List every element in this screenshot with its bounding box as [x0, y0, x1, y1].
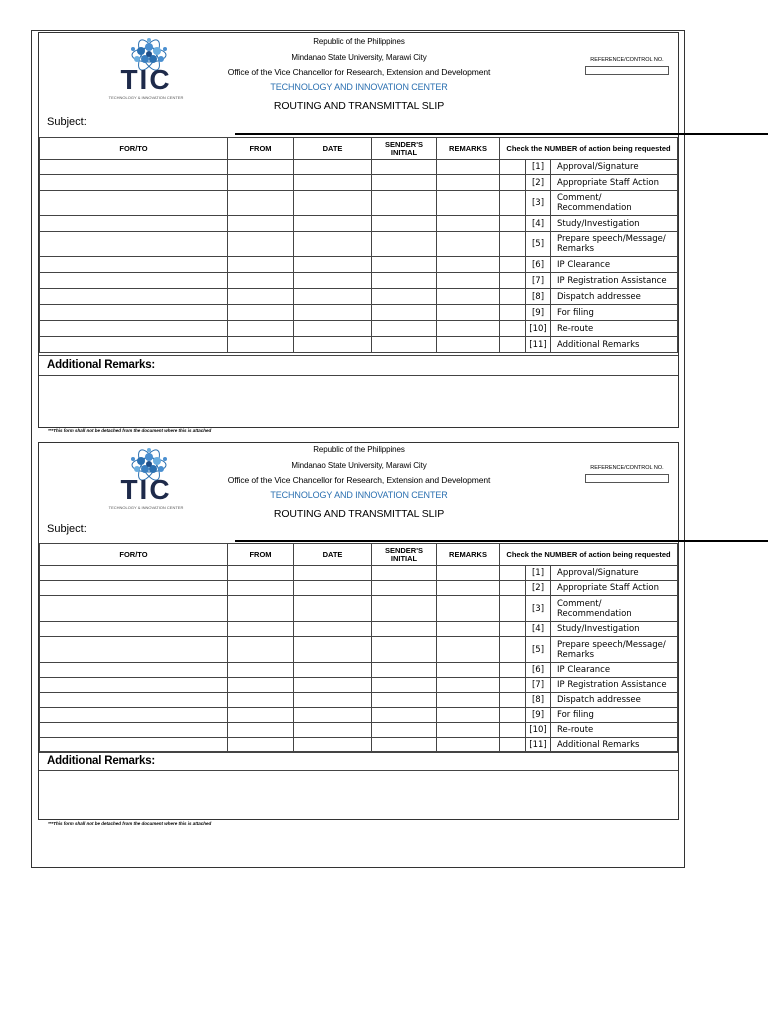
date-cell[interactable] — [294, 289, 372, 305]
svg-text:TECHNOLOGY & INNOVATION CENTER: TECHNOLOGY & INNOVATION CENTER — [108, 95, 184, 100]
for-to-cell[interactable] — [40, 663, 228, 678]
action-label: Additional Remarks — [551, 337, 678, 353]
date-cell[interactable] — [294, 596, 372, 622]
checkbox-cell[interactable] — [500, 723, 526, 738]
from-cell[interactable] — [228, 337, 294, 353]
sender-initial-cell[interactable] — [372, 273, 437, 289]
from-cell[interactable] — [228, 289, 294, 305]
action-label: Approval/Signature — [551, 566, 678, 581]
remarks-cell[interactable] — [437, 160, 500, 175]
action-label: Approval/Signature — [551, 160, 678, 175]
table-row — [40, 596, 678, 622]
remarks-cell[interactable] — [437, 723, 500, 738]
checkbox-cell[interactable] — [500, 678, 526, 693]
table-row — [40, 693, 678, 708]
sender-initial-cell[interactable] — [372, 232, 437, 257]
for-to-cell[interactable] — [40, 160, 228, 175]
action-label: Comment/ Recommendation — [551, 596, 678, 622]
action-number: [7] — [526, 678, 551, 693]
table-row — [40, 622, 678, 637]
table-row — [40, 337, 678, 353]
for-to-cell[interactable] — [40, 596, 228, 622]
col-remarks: REMARKS — [437, 544, 500, 566]
sender-initial-cell[interactable] — [372, 305, 437, 321]
date-cell[interactable] — [294, 622, 372, 637]
action-label: Dispatch addressee — [551, 693, 678, 708]
for-to-cell[interactable] — [40, 232, 228, 257]
checkbox-cell[interactable] — [500, 257, 526, 273]
date-cell[interactable] — [294, 257, 372, 273]
svg-text:TECHNOLOGY & INNOVATION CENTER: TECHNOLOGY & INNOVATION CENTER — [108, 505, 184, 510]
logo-text: TIC — [120, 64, 172, 95]
slip-title: ROUTING AND TRANSMITTAL SLIP — [273, 100, 445, 112]
action-number: [7] — [526, 273, 551, 289]
col-sender-initial: SENDER'S INITIAL — [372, 544, 437, 566]
divider — [39, 770, 678, 771]
sender-initial-cell[interactable] — [372, 622, 437, 637]
action-number: [10] — [526, 321, 551, 337]
additional-remarks-label: Additional Remarks: — [47, 755, 156, 767]
date-cell[interactable] — [294, 581, 372, 596]
date-cell[interactable] — [294, 693, 372, 708]
checkbox-cell[interactable] — [500, 581, 526, 596]
from-cell[interactable] — [228, 257, 294, 273]
action-label: IP Clearance — [551, 663, 678, 678]
for-to-cell[interactable] — [40, 693, 228, 708]
col-sender-initial: SENDER'S INITIAL — [372, 138, 437, 160]
table-row — [40, 678, 678, 693]
slip-title: ROUTING AND TRANSMITTAL SLIP — [273, 508, 445, 520]
date-cell[interactable] — [294, 708, 372, 723]
col-check-actions: Check the NUMBER of action being requested — [500, 544, 678, 566]
routing-table — [39, 137, 678, 353]
from-cell[interactable] — [228, 191, 294, 216]
date-cell[interactable] — [294, 305, 372, 321]
routing-table — [39, 543, 678, 753]
sender-initial-cell[interactable] — [372, 723, 437, 738]
table-row — [40, 289, 678, 305]
table-row — [40, 257, 678, 273]
action-label: Comment/ Recommendation — [551, 191, 678, 216]
from-cell[interactable] — [228, 596, 294, 622]
from-cell[interactable] — [228, 637, 294, 663]
divider — [39, 355, 678, 356]
action-number: [11] — [526, 337, 551, 353]
from-cell[interactable] — [228, 622, 294, 637]
reference-label: REFERENCE/CONTROL NO. — [590, 465, 664, 471]
additional-remarks-label: Additional Remarks: — [47, 359, 156, 371]
col-remarks: REMARKS — [437, 138, 500, 160]
date-cell[interactable] — [294, 337, 372, 353]
republic-text: Republic of the Philippines — [313, 37, 405, 46]
sender-initial-cell[interactable] — [372, 637, 437, 663]
university-text: Mindanao State University, Marawi City — [291, 461, 427, 470]
remarks-cell[interactable] — [437, 175, 500, 191]
checkbox-cell[interactable] — [500, 289, 526, 305]
sender-initial-cell[interactable] — [372, 678, 437, 693]
remarks-cell[interactable] — [437, 273, 500, 289]
col-date: DATE — [294, 544, 372, 566]
sender-initial-cell[interactable] — [372, 663, 437, 678]
action-number: [9] — [526, 305, 551, 321]
divider — [39, 751, 678, 752]
from-cell[interactable] — [228, 175, 294, 191]
sender-initial-cell[interactable] — [372, 596, 437, 622]
office-text: Office of the Vice Chancellor for Research, Extension and Development — [227, 475, 491, 485]
remarks-cell[interactable] — [437, 566, 500, 581]
sender-initial-cell[interactable] — [372, 566, 437, 581]
action-number: [11] — [526, 738, 551, 753]
checkbox-cell[interactable] — [500, 216, 526, 232]
sender-initial-cell[interactable] — [372, 693, 437, 708]
date-cell[interactable] — [294, 566, 372, 581]
date-cell[interactable] — [294, 663, 372, 678]
date-cell[interactable] — [294, 637, 372, 663]
sender-initial-cell[interactable] — [372, 257, 437, 273]
action-number: [6] — [526, 663, 551, 678]
logo-text: TIC — [120, 474, 172, 505]
remarks-cell[interactable] — [437, 191, 500, 216]
remarks-cell[interactable] — [437, 596, 500, 622]
from-cell[interactable] — [228, 566, 294, 581]
checkbox-cell[interactable] — [500, 160, 526, 175]
subject-label: Subject: — [47, 523, 87, 535]
for-to-cell[interactable] — [40, 708, 228, 723]
table-row — [40, 191, 678, 216]
for-to-cell[interactable] — [40, 289, 228, 305]
action-number: [6] — [526, 257, 551, 273]
divider — [39, 375, 678, 376]
checkbox-cell[interactable] — [500, 232, 526, 257]
checkbox-cell[interactable] — [500, 708, 526, 723]
action-number: [3] — [526, 191, 551, 216]
remarks-cell[interactable] — [437, 693, 500, 708]
action-label: IP Clearance — [551, 257, 678, 273]
checkbox-cell[interactable] — [500, 175, 526, 191]
date-cell[interactable] — [294, 678, 372, 693]
checkbox-cell[interactable] — [500, 663, 526, 678]
from-cell[interactable] — [228, 160, 294, 175]
reference-input[interactable] — [585, 66, 669, 75]
additional-remarks-area[interactable] — [39, 377, 678, 417]
checkbox-cell[interactable] — [500, 321, 526, 337]
from-cell[interactable] — [228, 321, 294, 337]
remarks-cell[interactable] — [437, 708, 500, 723]
col-from: FROM — [228, 138, 294, 160]
action-label: Prepare speech/Message/ Remarks — [551, 232, 678, 257]
for-to-cell[interactable] — [40, 273, 228, 289]
from-cell[interactable] — [228, 723, 294, 738]
col-from: FROM — [228, 544, 294, 566]
subject-input-line[interactable] — [235, 133, 768, 135]
remarks-cell[interactable] — [437, 581, 500, 596]
action-label: Re-route — [551, 723, 678, 738]
remarks-cell[interactable] — [437, 232, 500, 257]
sender-initial-cell[interactable] — [372, 321, 437, 337]
date-cell[interactable] — [294, 216, 372, 232]
col-check-actions: Check the NUMBER of action being requested — [500, 138, 678, 160]
footer-note: ***This form shall not be detached from the document where this is attached — [48, 428, 212, 433]
col-for-to: FOR/TO — [40, 138, 228, 160]
for-to-cell[interactable] — [40, 637, 228, 663]
action-number: [2] — [526, 175, 551, 191]
action-label: Appropriate Staff Action — [551, 175, 678, 191]
date-cell[interactable] — [294, 191, 372, 216]
table-row — [40, 581, 678, 596]
for-to-cell[interactable] — [40, 321, 228, 337]
table-row — [40, 708, 678, 723]
checkbox-cell[interactable] — [500, 693, 526, 708]
sender-initial-cell[interactable] — [372, 175, 437, 191]
checkbox-cell[interactable] — [500, 305, 526, 321]
sender-initial-cell[interactable] — [372, 337, 437, 353]
for-to-cell[interactable] — [40, 566, 228, 581]
action-label: IP Registration Assistance — [551, 678, 678, 693]
table-row — [40, 273, 678, 289]
date-cell[interactable] — [294, 232, 372, 257]
checkbox-cell[interactable] — [500, 622, 526, 637]
table-row — [40, 321, 678, 337]
sender-initial-cell[interactable] — [372, 581, 437, 596]
remarks-cell[interactable] — [437, 337, 500, 353]
action-label: For filing — [551, 305, 678, 321]
checkbox-cell[interactable] — [500, 596, 526, 622]
action-number: [10] — [526, 723, 551, 738]
table-row — [40, 305, 678, 321]
for-to-cell[interactable] — [40, 175, 228, 191]
sender-initial-cell[interactable] — [372, 708, 437, 723]
action-label: Dispatch addressee — [551, 289, 678, 305]
from-cell[interactable] — [228, 663, 294, 678]
remarks-cell[interactable] — [437, 622, 500, 637]
remarks-cell[interactable] — [437, 321, 500, 337]
date-cell[interactable] — [294, 273, 372, 289]
remarks-cell[interactable] — [437, 678, 500, 693]
remarks-cell[interactable] — [437, 216, 500, 232]
action-number: [2] — [526, 581, 551, 596]
sender-initial-cell[interactable] — [372, 289, 437, 305]
from-cell[interactable] — [228, 273, 294, 289]
for-to-cell[interactable] — [40, 257, 228, 273]
checkbox-cell[interactable] — [500, 191, 526, 216]
action-label: Study/Investigation — [551, 216, 678, 232]
center-name: TECHNOLOGY AND INNOVATION CENTER — [270, 490, 448, 500]
routing-slip — [38, 32, 679, 428]
from-cell[interactable] — [228, 581, 294, 596]
checkbox-cell[interactable] — [500, 566, 526, 581]
action-number: [3] — [526, 596, 551, 622]
date-cell[interactable] — [294, 175, 372, 191]
for-to-cell[interactable] — [40, 191, 228, 216]
col-date: DATE — [294, 138, 372, 160]
center-name: TECHNOLOGY AND INNOVATION CENTER — [270, 82, 448, 92]
table-row — [40, 232, 678, 257]
checkbox-cell[interactable] — [500, 273, 526, 289]
subject-input-line[interactable] — [235, 540, 768, 542]
for-to-cell[interactable] — [40, 581, 228, 596]
remarks-cell[interactable] — [437, 663, 500, 678]
action-number: [4] — [526, 622, 551, 637]
routing-slip — [38, 442, 679, 820]
additional-remarks-area[interactable] — [39, 772, 678, 812]
sender-initial-cell[interactable] — [372, 216, 437, 232]
from-cell[interactable] — [228, 678, 294, 693]
reference-input[interactable] — [585, 474, 669, 483]
remarks-cell[interactable] — [437, 637, 500, 663]
checkbox-cell[interactable] — [500, 637, 526, 663]
date-cell[interactable] — [294, 321, 372, 337]
office-text: Office of the Vice Chancellor for Research, Extension and Development — [227, 67, 491, 77]
from-cell[interactable] — [228, 708, 294, 723]
from-cell[interactable] — [228, 693, 294, 708]
subject-label: Subject: — [47, 116, 87, 128]
for-to-cell[interactable] — [40, 723, 228, 738]
for-to-cell[interactable] — [40, 305, 228, 321]
action-number: [1] — [526, 566, 551, 581]
for-to-cell[interactable] — [40, 216, 228, 232]
action-label: IP Registration Assistance — [551, 273, 678, 289]
for-to-cell[interactable] — [40, 337, 228, 353]
from-cell[interactable] — [228, 216, 294, 232]
from-cell[interactable] — [228, 232, 294, 257]
action-label: For filing — [551, 708, 678, 723]
remarks-cell[interactable] — [437, 289, 500, 305]
action-number: [4] — [526, 216, 551, 232]
checkbox-cell[interactable] — [500, 337, 526, 353]
republic-text: Republic of the Philippines — [313, 445, 405, 454]
action-label: Appropriate Staff Action — [551, 581, 678, 596]
action-label: Study/Investigation — [551, 622, 678, 637]
university-text: Mindanao State University, Marawi City — [291, 53, 427, 62]
action-label: Prepare speech/Message/ Remarks — [551, 637, 678, 663]
table-row — [40, 637, 678, 663]
action-label: Re-route — [551, 321, 678, 337]
action-number: [8] — [526, 693, 551, 708]
table-row — [40, 175, 678, 191]
footer-note: ***This form shall not be detached from the document where this is attached — [48, 821, 212, 826]
action-number: [5] — [526, 232, 551, 257]
table-row — [40, 160, 678, 175]
col-for-to: FOR/TO — [40, 544, 228, 566]
sender-initial-cell[interactable] — [372, 160, 437, 175]
action-number: [8] — [526, 289, 551, 305]
action-number: [5] — [526, 637, 551, 663]
table-row — [40, 216, 678, 232]
table-row — [40, 663, 678, 678]
date-cell[interactable] — [294, 723, 372, 738]
from-cell[interactable] — [228, 305, 294, 321]
for-to-cell[interactable] — [40, 678, 228, 693]
reference-label: REFERENCE/CONTROL NO. — [590, 57, 664, 63]
action-label: Additional Remarks — [551, 738, 678, 753]
action-number: [9] — [526, 708, 551, 723]
action-number: [1] — [526, 160, 551, 175]
sender-initial-cell[interactable] — [372, 191, 437, 216]
for-to-cell[interactable] — [40, 622, 228, 637]
table-row — [40, 566, 678, 581]
table-row — [40, 723, 678, 738]
remarks-cell[interactable] — [437, 257, 500, 273]
date-cell[interactable] — [294, 160, 372, 175]
remarks-cell[interactable] — [437, 305, 500, 321]
